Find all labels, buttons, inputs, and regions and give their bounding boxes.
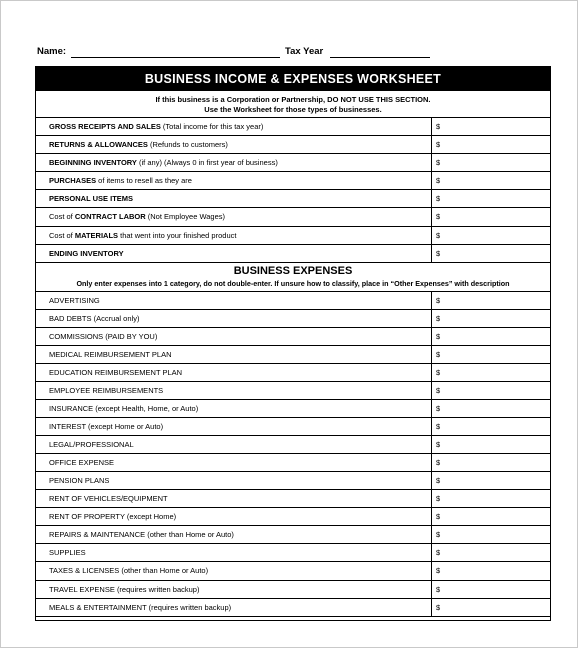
- expense-row: [36, 526, 550, 544]
- income-row-label: [49, 118, 263, 135]
- label-bold: MATERIALS: [74, 230, 119, 240]
- expense-row: [36, 436, 550, 454]
- column-divider: [431, 562, 432, 580]
- notice-line-1: If this business is a Corporation or Partnership, DO NOT USE THIS SECTION.: [155, 95, 431, 104]
- amount-field[interactable]: $: [436, 313, 441, 323]
- column-divider: [431, 472, 432, 490]
- expense-row-label: INSURANCE (except Health, Home, or Auto): [49, 404, 199, 414]
- income-row: [36, 172, 550, 190]
- column-divider: [431, 526, 432, 544]
- column-divider: [431, 364, 432, 382]
- column-divider: [431, 581, 432, 599]
- expense-row-label: TRAVEL EXPENSE (requires written backup): [49, 584, 200, 594]
- amount-field[interactable]: $: [436, 194, 441, 204]
- expense-row: [36, 454, 550, 472]
- income-row-label: [49, 190, 133, 207]
- expense-row-label: RENT OF VEHICLES/EQUIPMENT: [49, 494, 168, 504]
- expense-row-label: EDUCATION REIMBURSEMENT PLAN: [49, 367, 183, 377]
- amount-field[interactable]: $: [436, 230, 441, 240]
- expenses-section: [36, 292, 550, 617]
- expense-row: [36, 382, 550, 400]
- column-divider: [431, 190, 432, 208]
- column-divider: [431, 208, 432, 226]
- amount-field[interactable]: $: [436, 458, 441, 468]
- label-bold: CONTRACT LABOR: [74, 212, 146, 222]
- income-row: [36, 154, 550, 172]
- income-row-label: [49, 245, 124, 262]
- column-divider: [431, 310, 432, 328]
- income-row-label: [49, 172, 192, 189]
- column-divider: [431, 382, 432, 400]
- column-divider: [431, 346, 432, 364]
- expense-row-label: REPAIRS & MAINTENANCE (other than Home or Auto): [49, 530, 234, 540]
- column-divider: [431, 454, 432, 472]
- amount-field[interactable]: $: [436, 367, 441, 377]
- expenses-header: [36, 263, 550, 292]
- amount-field[interactable]: $: [436, 602, 441, 612]
- name-label: Name:: [37, 46, 67, 57]
- income-row: [36, 118, 550, 136]
- label-detail: that went into your finished product: [118, 230, 237, 240]
- expense-row-label: OFFICE EXPENSE: [49, 458, 115, 468]
- expense-row-label: SUPPLIES: [49, 548, 86, 558]
- expense-row-label: EMPLOYEE REIMBURSEMENTS: [49, 385, 164, 395]
- amount-field[interactable]: $: [436, 584, 441, 594]
- column-divider: [431, 490, 432, 508]
- amount-field[interactable]: $: [436, 530, 441, 540]
- notice-line-2: Use the Worksheet for those types of businesses.: [204, 105, 382, 114]
- income-row: [36, 190, 550, 208]
- label-bold: PERSONAL USE ITEMS: [49, 194, 134, 204]
- expense-row: [36, 292, 550, 310]
- amount-field[interactable]: $: [436, 158, 441, 168]
- expense-row: [36, 508, 550, 526]
- amount-field[interactable]: $: [436, 140, 441, 150]
- expense-row: [36, 310, 550, 328]
- column-divider: [431, 172, 432, 190]
- name-field[interactable]: [71, 57, 280, 58]
- label-bold: GROSS RECEIPTS AND SALES: [49, 122, 161, 131]
- expense-row-label: LEGAL/PROFESSIONAL: [49, 440, 134, 450]
- label-bold: BEGINNING INVENTORY: [49, 158, 137, 168]
- column-divider: [431, 227, 432, 245]
- label-bold: ENDING INVENTORY: [49, 248, 124, 258]
- income-row-label: [49, 227, 236, 244]
- expense-row: [36, 544, 550, 562]
- column-divider: [431, 136, 432, 154]
- label-prefix: Cost of: [49, 212, 75, 222]
- expense-row: [36, 562, 550, 580]
- amount-field[interactable]: $: [436, 248, 441, 258]
- tax-year-field[interactable]: [330, 57, 430, 58]
- expense-row: [36, 328, 550, 346]
- label-bold: PURCHASES: [49, 176, 97, 186]
- amount-field[interactable]: $: [436, 548, 441, 558]
- expense-row-label: MEDICAL REIMBURSEMENT PLAN: [49, 349, 172, 359]
- label-bold: RETURNS & ALLOWANCES: [49, 140, 148, 150]
- expense-row: [36, 418, 550, 436]
- expenses-title: BUSINESS EXPENSES: [233, 264, 353, 277]
- column-divider: [431, 292, 432, 310]
- income-row: [36, 245, 550, 263]
- amount-field[interactable]: $: [436, 385, 441, 395]
- expense-row-label: MEALS & ENTERTAINMENT (requires written backup): [49, 602, 232, 612]
- column-divider: [431, 508, 432, 526]
- amount-field[interactable]: $: [436, 212, 441, 222]
- income-row: [36, 227, 550, 245]
- expense-row-label: BAD DEBTS (Accrual only): [49, 313, 140, 323]
- expense-row: [36, 581, 550, 599]
- label-detail: (Refunds to customers): [147, 140, 228, 150]
- amount-field[interactable]: $: [436, 422, 441, 432]
- name-tax-year-row: [37, 45, 457, 59]
- label-detail: (Not Employee Wages): [145, 212, 226, 222]
- column-divider: [431, 544, 432, 562]
- expense-row-label: INTEREST (except Home or Auto): [49, 422, 164, 432]
- income-section: [36, 118, 550, 263]
- column-divider: [431, 418, 432, 436]
- expense-row: [36, 599, 550, 617]
- amount-field[interactable]: $: [436, 494, 441, 504]
- label-detail: (if any) (Always 0 in first year of business): [136, 158, 278, 168]
- label-detail: of items to resell as they are: [96, 176, 192, 186]
- label-detail: (Total income for this tax year): [160, 122, 264, 131]
- amount-field[interactable]: $: [436, 566, 441, 576]
- amount-field[interactable]: $: [436, 404, 441, 414]
- column-divider: [431, 400, 432, 418]
- amount-field[interactable]: $: [436, 331, 441, 341]
- amount-field[interactable]: $: [436, 476, 441, 486]
- column-divider: [431, 436, 432, 454]
- expense-row-label: RENT OF PROPERTY (except Home): [49, 512, 177, 522]
- expense-row: [36, 472, 550, 490]
- tax-year-label: Tax Year: [285, 46, 324, 57]
- column-divider: [431, 599, 432, 617]
- column-divider: [431, 154, 432, 172]
- expense-row: [36, 400, 550, 418]
- amount-field[interactable]: $: [436, 349, 441, 359]
- income-row-label: [49, 208, 225, 225]
- income-row-label: [49, 154, 278, 171]
- expense-row-label: PENSION PLANS: [49, 476, 110, 486]
- income-row: [36, 208, 550, 226]
- column-divider: [431, 328, 432, 346]
- notice: [36, 91, 550, 118]
- column-divider: [431, 245, 432, 263]
- expenses-instructions: Only enter expenses into 1 category, do not double-enter. If unsure how to classify, place in “Other Expenses” with description: [76, 278, 510, 288]
- expense-row: [36, 490, 550, 508]
- amount-field[interactable]: $: [436, 512, 441, 522]
- amount-field[interactable]: $: [436, 176, 441, 186]
- worksheet-title: BUSINESS INCOME & EXPENSES WORKSHEET: [36, 67, 550, 91]
- expense-row-label: TAXES & LICENSES (other than Home or Auto): [49, 566, 209, 576]
- column-divider: [431, 118, 432, 136]
- expense-row: [36, 364, 550, 382]
- worksheet-table: [35, 66, 551, 621]
- amount-field[interactable]: $: [436, 295, 441, 305]
- income-row-label: [49, 136, 228, 153]
- expense-row: [36, 346, 550, 364]
- income-row: [36, 136, 550, 154]
- expense-row-label: ADVERTISING: [49, 295, 100, 305]
- amount-field[interactable]: $: [436, 440, 441, 450]
- amount-field[interactable]: $: [436, 122, 441, 131]
- label-prefix: Cost of: [49, 230, 75, 240]
- expense-row-label: COMMISSIONS (PAID BY YOU): [49, 331, 158, 341]
